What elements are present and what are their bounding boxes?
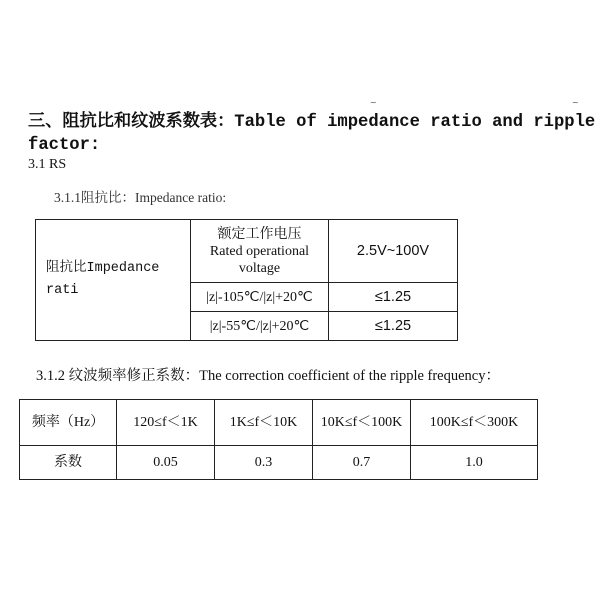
section-heading: 三、阻抗比和纹波系数表：Table of impedance ratio and ripple factor: (28, 113, 596, 155)
coefficient-cell: 0.3 (215, 446, 313, 480)
impedance-ratio-title: 3.1.1阻抗比：Impedance ratio: (54, 190, 227, 205)
impedance-ratio-table (35, 219, 458, 341)
ratio-value-cell: ≤1.25 (329, 312, 458, 341)
ratio-value-cell: ≤1.25 (329, 283, 458, 312)
frequency-range-cell: 120≤f＜1K (117, 400, 215, 446)
ripple-coefficient-table (19, 399, 538, 480)
coefficient-cell: 1.0 (411, 446, 538, 480)
rated-voltage-en: Rated operational voltage (209, 243, 310, 276)
section-number: 3.1 RS (28, 157, 67, 172)
coefficient-cell: 0.7 (313, 446, 411, 480)
rated-voltage-cn: 额定工作电压 (217, 226, 302, 242)
condition-cell: |z|-105℃/|z|+20℃ (191, 283, 329, 312)
ripple-coefficient-title: 3.1.2 纹波频率修正系数：The correction coefficient of the ripple frequency： (36, 368, 500, 384)
stray-mark-left: ~ (370, 98, 377, 107)
rated-voltage-header (191, 220, 329, 283)
stray-mark-right: ~ (572, 98, 579, 107)
frequency-range-cell: 100K≤f＜300K (411, 400, 538, 446)
frequency-range-cell: 10K≤f＜100K (313, 400, 411, 446)
voltage-range-cell: 2.5V~100V (329, 220, 458, 283)
coefficient-cell: 0.05 (117, 446, 215, 480)
coefficient-header: 系数 (20, 446, 117, 480)
frequency-range-cell: 1K≤f＜10K (215, 400, 313, 446)
condition-cell: |z|-55℃/|z|+20℃ (191, 312, 329, 341)
frequency-header: 频率（Hz） (20, 400, 117, 446)
impedance-row-header: 阻抗比Impedance rati (36, 220, 191, 341)
